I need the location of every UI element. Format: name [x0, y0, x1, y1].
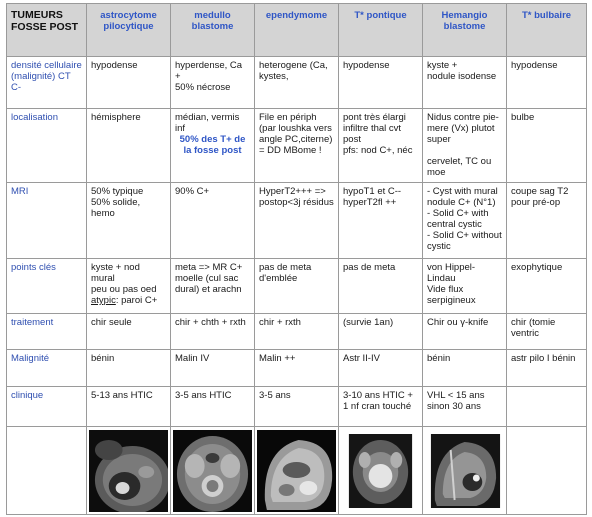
col-header-pontique: T* pontique [339, 4, 423, 57]
cell-cli-bulbaire [507, 387, 587, 427]
cell-mri-ependymome: HyperT2+++ => postop<3j résidus [255, 183, 339, 259]
cell-cli-medullo: 3-5 ans HTIC [171, 387, 255, 427]
col-header-astrocytome: astrocytome pilocytique [87, 4, 171, 57]
cell-trt-astro: chir seule [87, 314, 171, 350]
cell-cli-astro: 5-13 ans HTIC [87, 387, 171, 427]
cell-cli-pontique: 3-10 ans HTIC + 1 nf cran touché [339, 387, 423, 427]
cell-trt-bulbaire: chir (tomie ventric [507, 314, 587, 350]
cell-points-bulbaire: exophytique [507, 259, 587, 314]
row-label-clinique: clinique [7, 387, 87, 427]
cell-trt-pontique: (survie 1an) [339, 314, 423, 350]
mri-ependymome-image [257, 430, 336, 512]
cell-points-hemangio: von Hippel-Lindau Vide flux serpigineux [423, 259, 507, 314]
cell-mri-bulbaire: coupe sag T2 pour pré-op [507, 183, 587, 259]
row-densite [7, 57, 587, 109]
row-mri [7, 183, 587, 259]
cell-points-medullo: meta => MR C+ moelle (cul sac dural) et arachn [171, 259, 255, 314]
image-row-blank [7, 427, 87, 515]
medullo-highlight: 50% des T+ de la fosse post [179, 134, 246, 156]
col-header-medullo: medullo blastome [171, 4, 255, 57]
cell-points-astro [87, 259, 171, 314]
cell-loc-medullo [171, 109, 255, 183]
row-traitement [7, 314, 587, 350]
fosse-post-table [6, 3, 587, 515]
cell-densite-hemangio: kyste + nodule isodense [423, 57, 507, 109]
cell-mal-pontique: Astr II-IV [339, 350, 423, 387]
cell-loc-astro: hémisphere [87, 109, 171, 183]
cell-loc-ependymome: File en périph (par loushka vers angle PC,citerne) = DD MBome ! [255, 109, 339, 183]
cell-mal-bulbaire: astr pilo I bénin [507, 350, 587, 387]
row-label-densite: densité cellulaire (malignité) CT C- [7, 57, 87, 109]
image-row-empty [507, 427, 587, 515]
row-clinique [7, 387, 587, 427]
cell-mal-astro: bénin [87, 350, 171, 387]
cell-mri-medullo: 90% C+ [171, 183, 255, 259]
mri-astrocytome-image [89, 430, 168, 512]
row-points-cles [7, 259, 587, 314]
cell-mal-hemangio: bénin [423, 350, 507, 387]
cell-cli-hemangio: VHL < 15 ans sinon 30 ans [423, 387, 507, 427]
row-localisation [7, 109, 587, 183]
atypic-text: : paroi C+ [115, 295, 158, 306]
row-label-localisation: localisation [7, 109, 87, 183]
cell-trt-medullo: chir + chth + rxth [171, 314, 255, 350]
cell-loc-pontique: pont très élargi infiltre thal cvt post pfs: nod C+, néc [339, 109, 423, 183]
cell-trt-hemangio: Chir ou γ-knife [423, 314, 507, 350]
cell-mal-medullo: Malin IV [171, 350, 255, 387]
cell-densite-bulbaire: hypodense [507, 57, 587, 109]
atypic-label: atypic [91, 295, 116, 306]
cell-loc-hemangio: Nidus contre pie-mere (Vx) plutot super cervelet, TC ou moe [423, 109, 507, 183]
cell-loc-medullo-text: médian, vermis inf [175, 112, 240, 134]
cell-points-astro-text: kyste + nod mural peu ou pas oed [91, 262, 157, 295]
mri-ependymome-cell [255, 427, 339, 515]
cell-trt-ependymome: chir + rxth [255, 314, 339, 350]
cell-densite-astro: hypodense [87, 57, 171, 109]
cell-cli-ependymome: 3-5 ans [255, 387, 339, 427]
mri-hemangioblastome-cell [423, 427, 507, 515]
cell-mal-ependymome: Malin ++ [255, 350, 339, 387]
row-label-mri: MRI [7, 183, 87, 259]
cell-densite-medullo: hyperdense, Ca + 50% nécrose [171, 57, 255, 109]
row-label-traitement: traitement [7, 314, 87, 350]
mri-pontine-image [341, 430, 420, 512]
col-header-hemangio: Hemangio blastome [423, 4, 507, 57]
cell-mri-astro: 50% typique 50% solide, hemo [87, 183, 171, 259]
row-label-points-cles: points clés [7, 259, 87, 314]
header-row [7, 4, 587, 57]
cell-points-ependymome: pas de meta d'emblée [255, 259, 339, 314]
col-header-bulbaire: T* bulbaire [507, 4, 587, 57]
mri-medulloblastome-cell [171, 427, 255, 515]
cell-points-pontique: pas de meta [339, 259, 423, 314]
mri-pontine-cell [339, 427, 423, 515]
mri-astrocytome-cell [87, 427, 171, 515]
mri-hemangioblastome-image [425, 430, 504, 512]
cell-loc-bulbaire: bulbe [507, 109, 587, 183]
cell-densite-pontique: hypodense [339, 57, 423, 109]
cell-mri-hemangio: - Cyst with mural nodule C+ (N°1) - Solid C+ with central cystic - Solid C+ without cystic [423, 183, 507, 259]
col-header-ependymome: ependymome [255, 4, 339, 57]
cell-mri-pontique: hypoT1 et C-- hyperT2fl ++ [339, 183, 423, 259]
row-images [7, 427, 587, 515]
row-malignite [7, 350, 587, 387]
table-corner-title: TUMEURS FOSSE POST [7, 4, 87, 57]
row-label-malignite: Malignité [7, 350, 87, 387]
cell-densite-ependymome: heterogene (Ca, kystes, [255, 57, 339, 109]
mri-medulloblastome-image [173, 430, 252, 512]
